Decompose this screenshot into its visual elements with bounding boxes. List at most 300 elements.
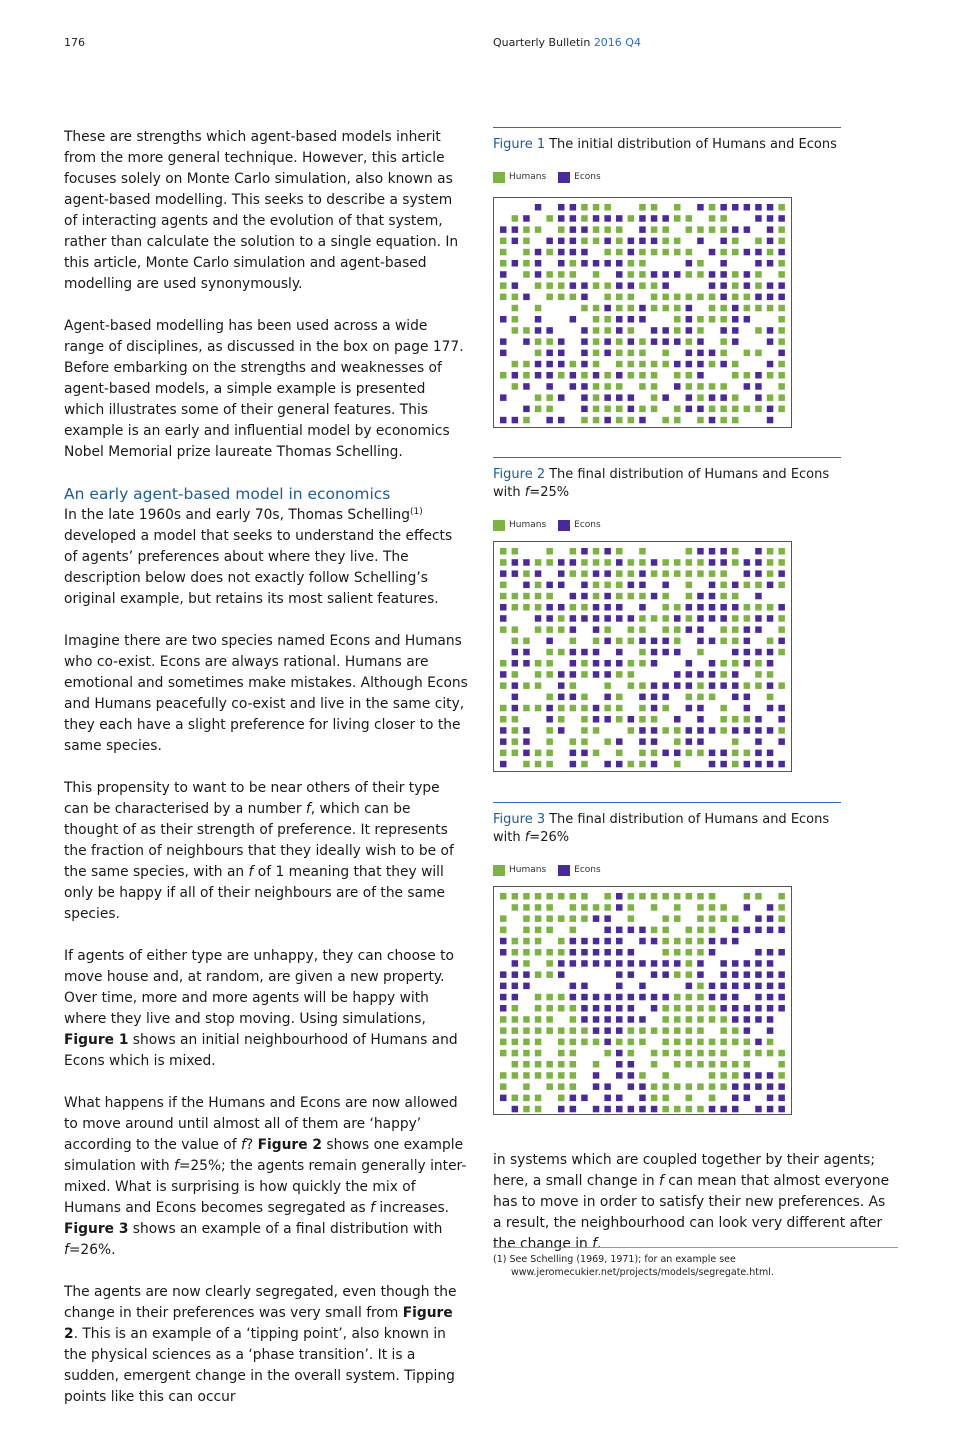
human-agent <box>604 383 611 390</box>
econ-agent <box>755 559 762 566</box>
econ-agent <box>593 1005 600 1012</box>
human-agent <box>558 1095 565 1102</box>
human-agent <box>628 727 635 734</box>
econ-agent <box>604 1095 611 1102</box>
human-agent <box>639 682 646 689</box>
human-agent <box>778 271 785 278</box>
human-agent <box>686 1050 693 1057</box>
econ-agent <box>686 604 693 611</box>
econ-agent <box>558 694 565 701</box>
human-agent <box>720 249 727 256</box>
human-agent <box>778 361 785 368</box>
human-agent <box>558 372 565 379</box>
human-agent <box>639 559 646 566</box>
econ-agent <box>604 215 611 222</box>
human-agent <box>639 660 646 667</box>
econ-agent <box>570 938 577 945</box>
econ-agent <box>570 316 577 323</box>
econ-agent <box>500 350 507 357</box>
human-agent <box>720 904 727 911</box>
human-agent <box>755 282 762 289</box>
human-agent <box>686 893 693 900</box>
human-agent <box>732 559 739 566</box>
figure-rule <box>493 127 841 128</box>
human-agent <box>674 238 681 245</box>
human-agent <box>616 638 623 645</box>
footnote-link[interactable]: www.jeromecukier.net/projects/models/segregate.html. <box>511 1267 774 1278</box>
econ-agent <box>570 372 577 379</box>
econ-agent <box>720 271 727 278</box>
human-agent <box>512 361 518 368</box>
human-agent <box>639 271 646 278</box>
human-agent <box>535 338 542 345</box>
econ-agent <box>674 271 681 278</box>
econ-agent <box>709 604 716 611</box>
footnote-ref[interactable]: (1) <box>410 507 423 517</box>
econ-agent <box>720 994 727 1001</box>
paragraph-continued: in systems which are coupled together by their agents; here, a small change in f can mean that almost everyone has to move in order to satisfy their new preferences. As a result, the neighbourhood can look very different after the change in f. <box>493 1152 890 1252</box>
econ-agent <box>570 1106 577 1113</box>
econ-agent <box>546 350 553 357</box>
econ-agent <box>500 727 507 734</box>
human-agent <box>686 570 693 577</box>
econ-agent <box>686 626 693 633</box>
econ-agent <box>767 915 774 922</box>
human-agent <box>662 938 669 945</box>
human-agent <box>767 671 774 678</box>
human-agent <box>720 671 727 678</box>
human-agent <box>651 305 658 312</box>
human-agent <box>546 694 553 701</box>
econ-agent <box>604 761 611 768</box>
human-agent <box>593 559 600 566</box>
human-agent <box>546 1072 553 1079</box>
econ-agent <box>512 660 518 667</box>
human-agent <box>581 1039 588 1046</box>
human-agent <box>593 417 600 424</box>
econ-agent <box>778 215 785 222</box>
human-agent <box>628 593 635 600</box>
econ-agent <box>778 949 785 956</box>
human-agent <box>604 282 611 289</box>
econ-agent <box>767 705 774 712</box>
econ-agent <box>697 350 704 357</box>
econ-agent <box>570 694 577 701</box>
human-agent <box>651 570 658 577</box>
human-agent <box>778 1061 785 1068</box>
human-agent <box>778 204 785 211</box>
econ-agent <box>628 960 635 967</box>
human-agent <box>604 559 611 566</box>
econ-agent <box>604 960 611 967</box>
econ-agent <box>593 660 600 667</box>
econ-agent <box>593 949 600 956</box>
human-agent <box>674 971 681 978</box>
human-agent <box>558 294 565 301</box>
econ-agent <box>697 238 704 245</box>
human-agent <box>720 638 727 645</box>
econ-agent <box>604 260 611 267</box>
econ-agent <box>604 238 611 245</box>
human-agent <box>500 1050 507 1057</box>
human-agent <box>709 904 716 911</box>
econ-agent <box>639 938 646 945</box>
human-agent <box>720 1061 727 1068</box>
econ-agent <box>546 582 553 589</box>
human-agent <box>558 649 565 656</box>
econ-agent <box>778 971 785 978</box>
econ-agent <box>674 383 681 390</box>
human-agent <box>651 615 658 622</box>
human-agent <box>697 1016 704 1023</box>
human-agent <box>697 983 704 990</box>
econ-agent <box>651 960 658 967</box>
econ-agent <box>558 727 565 734</box>
human-agent <box>523 1039 530 1046</box>
econ-agent <box>778 738 785 745</box>
econ-agent <box>732 582 739 589</box>
human-agent <box>512 750 518 757</box>
human-agent <box>500 716 507 723</box>
econ-agent <box>512 282 518 289</box>
human-agent <box>674 327 681 334</box>
econ-agent <box>558 960 565 967</box>
human-agent <box>674 204 681 211</box>
paragraph-4: Imagine there are two species named Econs and Humans who co-exist. Econs are always rational. Humans are emotional and sometimes make mistakes. Although Econs and Humans peacefully co-exist and live in the same city, they each have a slight preference for living closer to the same species. <box>64 633 468 754</box>
econ-agent <box>744 960 751 967</box>
figure-ref[interactable]: Figure 1 <box>64 1032 129 1048</box>
econ-agent <box>709 394 716 401</box>
econ-agent <box>744 1072 751 1079</box>
econ-agent <box>616 949 623 956</box>
human-agent <box>512 1039 518 1046</box>
human-agent <box>755 305 762 312</box>
human-agent <box>512 548 518 555</box>
econ-agent <box>628 1016 635 1023</box>
econ-agent <box>744 971 751 978</box>
econ-agent <box>697 604 704 611</box>
figure-1 <box>493 127 841 183</box>
econ-agent <box>616 893 623 900</box>
econ-agent <box>546 705 553 712</box>
human-agent <box>628 638 635 645</box>
econ-agent <box>616 1050 623 1057</box>
econ-agent <box>616 1095 623 1102</box>
econ-agent <box>628 1061 635 1068</box>
econ-agent <box>732 316 739 323</box>
human-agent <box>523 417 530 424</box>
human-agent <box>558 626 565 633</box>
econ-agent <box>651 761 658 768</box>
figure-ref[interactable]: Figure 2 <box>64 1305 453 1342</box>
humans-swatch <box>493 172 505 183</box>
econ-agent <box>674 338 681 345</box>
human-agent <box>628 361 635 368</box>
econ-agent <box>546 604 553 611</box>
econ-agent <box>674 671 681 678</box>
human-agent <box>674 1106 681 1113</box>
human-agent <box>535 893 542 900</box>
econ-agent <box>593 615 600 622</box>
econ-agent <box>593 671 600 678</box>
human-agent <box>558 915 565 922</box>
econ-agent <box>744 626 751 633</box>
econ-agent <box>755 260 762 267</box>
econ-agent <box>697 338 704 345</box>
econ-agent <box>674 615 681 622</box>
human-agent <box>686 1027 693 1034</box>
econ-agent <box>767 1005 774 1012</box>
human-agent <box>697 649 704 656</box>
human-agent <box>546 1027 553 1034</box>
econ-agent <box>616 1106 623 1113</box>
footnote-text: See Schelling (1969, 1971); for an example see <box>509 1254 736 1265</box>
econ-agent <box>593 716 600 723</box>
human-agent <box>755 682 762 689</box>
econ-agent <box>512 372 518 379</box>
econ-agent <box>732 671 739 678</box>
human-agent <box>535 406 542 413</box>
econ-agent <box>744 1083 751 1090</box>
human-agent <box>558 938 565 945</box>
human-agent <box>523 238 530 245</box>
human-agent <box>639 750 646 757</box>
human-agent <box>732 1072 739 1079</box>
human-agent <box>720 383 727 390</box>
econ-agent <box>535 249 542 256</box>
econ-agent <box>767 1083 774 1090</box>
econ-agent <box>523 294 530 301</box>
human-agent <box>709 316 716 323</box>
human-agent <box>732 294 739 301</box>
econs-swatch <box>558 520 570 531</box>
econ-agent <box>500 394 507 401</box>
human-agent <box>778 316 785 323</box>
econ-agent <box>581 406 588 413</box>
econ-agent <box>616 660 623 667</box>
human-agent <box>523 705 530 712</box>
human-agent <box>500 660 507 667</box>
econ-agent <box>720 238 727 245</box>
econ-agent <box>662 338 669 345</box>
econ-agent <box>778 1095 785 1102</box>
human-agent <box>546 394 553 401</box>
econ-agent <box>581 383 588 390</box>
human-agent <box>523 593 530 600</box>
paragraph-1: These are strengths which agent-based models inherit from the more general technique. However, this article focuses solely on Monte Carlo simulation, also known as agent-based modelling. This seeks to describe a system of interacting agents and the evolution of that system, rather than calculate the solution to a single equation. In this article, Monte Carlo simulation and agent-based modelling are used synonymously. <box>64 129 459 292</box>
econ-agent <box>500 971 507 978</box>
human-agent <box>709 226 716 233</box>
human-agent <box>686 615 693 622</box>
econ-agent <box>512 559 518 566</box>
human-agent <box>662 1005 669 1012</box>
econ-agent <box>581 949 588 956</box>
figure-legend: Humans Econs <box>493 864 841 876</box>
human-agent <box>662 1039 669 1046</box>
econ-agent <box>604 305 611 312</box>
econ-agent <box>697 626 704 633</box>
econ-agent <box>697 638 704 645</box>
human-agent <box>639 350 646 357</box>
econ-agent <box>720 604 727 611</box>
human-agent <box>500 593 507 600</box>
human-agent <box>616 305 623 312</box>
econ-agent <box>523 215 530 222</box>
econ-agent <box>558 1106 565 1113</box>
econ-agent <box>558 604 565 611</box>
human-agent <box>744 372 751 379</box>
human-agent <box>697 994 704 1001</box>
human-agent <box>697 1083 704 1090</box>
human-agent <box>732 1039 739 1046</box>
econ-agent <box>628 1083 635 1090</box>
econ-agent <box>500 983 507 990</box>
econ-agent <box>581 260 588 267</box>
human-agent <box>709 915 716 922</box>
figure-ref[interactable]: Figure 2 <box>257 1137 322 1153</box>
econ-agent <box>628 338 635 345</box>
human-agent <box>709 305 716 312</box>
human-agent <box>512 1016 518 1023</box>
econ-agent <box>755 727 762 734</box>
human-agent <box>500 750 507 757</box>
econ-agent <box>628 316 635 323</box>
human-agent <box>593 406 600 413</box>
human-agent <box>720 406 727 413</box>
human-agent <box>535 394 542 401</box>
human-agent <box>535 1039 542 1046</box>
econ-agent <box>570 761 577 768</box>
econ-agent <box>686 305 693 312</box>
human-agent <box>570 1005 577 1012</box>
human-agent <box>662 1106 669 1113</box>
human-agent <box>593 305 600 312</box>
human-agent <box>535 1061 542 1068</box>
human-agent <box>651 226 658 233</box>
human-agent <box>570 570 577 577</box>
econ-agent <box>581 361 588 368</box>
human-agent <box>686 927 693 934</box>
econ-agent <box>651 1106 658 1113</box>
human-agent <box>674 249 681 256</box>
econ-agent <box>651 649 658 656</box>
human-agent <box>535 350 542 357</box>
human-agent <box>639 406 646 413</box>
econ-agent <box>604 716 611 723</box>
econ-agent <box>744 1016 751 1023</box>
human-agent <box>512 938 518 945</box>
econ-agent <box>651 327 658 334</box>
econ-agent <box>593 649 600 656</box>
human-agent <box>535 626 542 633</box>
human-agent <box>558 1083 565 1090</box>
econ-agent <box>546 383 553 390</box>
human-agent <box>651 294 658 301</box>
econ-agent <box>720 204 727 211</box>
econ-agent <box>651 638 658 645</box>
econ-agent <box>755 570 762 577</box>
human-agent <box>581 238 588 245</box>
human-agent <box>546 750 553 757</box>
econs-swatch <box>558 172 570 183</box>
human-agent <box>500 1083 507 1090</box>
econ-agent <box>639 994 646 1001</box>
econ-agent <box>628 582 635 589</box>
human-agent <box>778 682 785 689</box>
human-agent <box>558 226 565 233</box>
human-agent <box>616 750 623 757</box>
econ-agent <box>732 1016 739 1023</box>
figure-ref[interactable]: Figure 3 <box>64 1221 129 1237</box>
human-agent <box>755 604 762 611</box>
left-column <box>64 127 468 1429</box>
human-agent <box>651 249 658 256</box>
human-agent <box>535 559 542 566</box>
human-agent <box>616 383 623 390</box>
human-agent <box>697 1050 704 1057</box>
human-agent <box>604 904 611 911</box>
figure-caption: Figure 3 The final distribution of Humans and Econs with f=26% <box>493 812 830 845</box>
figure-rule <box>493 457 841 458</box>
human-agent <box>755 238 762 245</box>
human-agent <box>732 1061 739 1068</box>
human-agent <box>709 1016 716 1023</box>
human-agent <box>662 294 669 301</box>
human-agent <box>628 1039 635 1046</box>
econ-agent <box>523 582 530 589</box>
econ-agent <box>512 417 518 424</box>
human-agent <box>558 1072 565 1079</box>
econ-agent <box>662 215 669 222</box>
human-agent <box>732 626 739 633</box>
human-agent <box>546 1083 553 1090</box>
human-agent <box>512 893 518 900</box>
econ-agent <box>697 727 704 734</box>
econ-agent <box>697 960 704 967</box>
human-agent <box>512 593 518 600</box>
human-agent <box>512 1095 518 1102</box>
human-agent <box>744 604 751 611</box>
human-agent <box>639 593 646 600</box>
figure-rule <box>493 802 841 803</box>
econ-agent <box>767 361 774 368</box>
human-agent <box>604 682 611 689</box>
econ-agent <box>755 593 762 600</box>
human-agent <box>662 1072 669 1079</box>
human-agent <box>546 249 553 256</box>
human-agent <box>546 649 553 656</box>
human-agent <box>500 682 507 689</box>
human-agent <box>639 338 646 345</box>
econ-agent <box>604 350 611 357</box>
human-agent <box>709 1072 716 1079</box>
econ-agent <box>616 1027 623 1034</box>
econ-agent <box>720 361 727 368</box>
human-agent <box>709 1095 716 1102</box>
human-agent <box>581 915 588 922</box>
human-agent <box>651 1027 658 1034</box>
human-agent <box>500 582 507 589</box>
econ-agent <box>535 260 542 267</box>
human-agent <box>570 682 577 689</box>
econ-agent <box>732 327 739 334</box>
econ-agent <box>767 960 774 967</box>
human-agent <box>570 893 577 900</box>
human-agent <box>778 305 785 312</box>
human-agent <box>662 1016 669 1023</box>
human-agent <box>662 915 669 922</box>
figure-legend: Humans Econs <box>493 171 841 183</box>
